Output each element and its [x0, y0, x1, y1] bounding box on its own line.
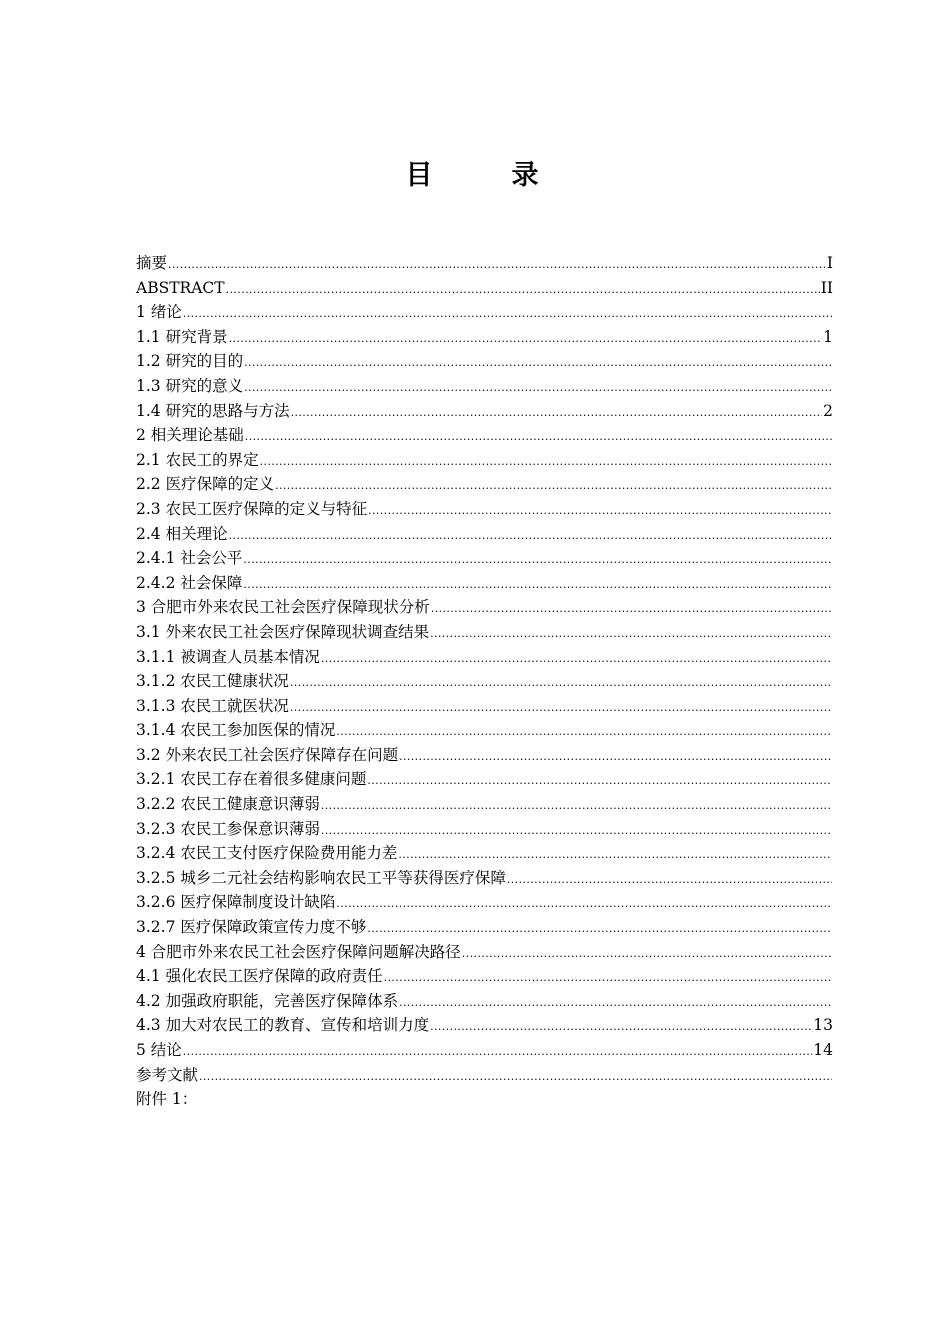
- toc-entry[interactable]: [136, 546, 833, 571]
- toc-entry[interactable]: [136, 349, 833, 374]
- toc-dot-leader: [183, 1040, 812, 1065]
- toc-entry-label: ABSTRACT: [136, 278, 225, 297]
- toc-dot-leader: [462, 942, 832, 967]
- toc-dot-leader: [321, 794, 832, 819]
- toc-entry-label: 参考文献: [136, 1065, 199, 1084]
- toc-entry-label: 3.2.4 农民工支付医疗保险费用能力差: [136, 844, 398, 863]
- toc-entry-label: 4 合肥市外来农民工社会医疗保障问题解决路径: [136, 942, 461, 961]
- toc-entry[interactable]: [136, 940, 833, 965]
- toc-entry-label: 3.2.2 农民工健康意识薄弱: [136, 795, 320, 814]
- toc-entry-label: 2.2 医疗保障的定义: [136, 475, 275, 494]
- toc-entry[interactable]: [136, 448, 833, 473]
- toc-dot-leader: [321, 819, 832, 844]
- toc-entry-page-number: II: [820, 278, 833, 297]
- toc-dot-leader: [229, 524, 832, 549]
- toc-entry[interactable]: [136, 718, 833, 743]
- toc-dot-leader: [183, 302, 832, 327]
- toc-entry[interactable]: [136, 522, 833, 547]
- toc-entry-label: 4.3 加大对农民工的教育、宣传和培训力度: [136, 1016, 430, 1035]
- toc-dot-leader: [290, 671, 832, 696]
- toc-entry[interactable]: [136, 374, 833, 399]
- toc-dot-leader: [384, 966, 832, 991]
- toc-entry[interactable]: [136, 890, 833, 915]
- toc-entry[interactable]: [136, 620, 833, 645]
- toc-entry-label: 2.3 农民工医疗保障的定义与特征: [136, 499, 368, 518]
- toc-dot-leader: [368, 499, 832, 524]
- toc-entry-label: 1 绪论: [136, 303, 182, 322]
- toc-entry-label: 5 结论: [136, 1041, 182, 1059]
- toc-entry[interactable]: [136, 915, 833, 940]
- toc-dot-leader: [430, 622, 832, 647]
- toc-entry[interactable]: [136, 841, 833, 866]
- toc-entry-label: 1.4 研究的思路与方法: [136, 401, 290, 420]
- toc-dot-leader: [245, 425, 832, 450]
- toc-dot-leader: [367, 917, 832, 942]
- toc-entry-label: 摘要: [136, 254, 168, 272]
- toc-entry[interactable]: [136, 743, 833, 768]
- toc-entry-label: 3.2.5 城乡二元社会结构影响农民工平等获得医疗保障: [136, 868, 506, 887]
- toc-entry-label: 3.1.1 被调查人员基本情况: [136, 647, 320, 666]
- toc-dot-leader: [336, 892, 832, 917]
- toc-entry-label: 1.1 研究背景: [136, 327, 228, 346]
- toc-entry[interactable]: [136, 694, 833, 719]
- toc-dot-leader: [507, 868, 832, 893]
- toc-dot-leader: [229, 327, 823, 352]
- toc-entry[interactable]: [136, 595, 833, 620]
- toc-dot-leader: [244, 376, 832, 401]
- toc-entry[interactable]: [136, 399, 833, 424]
- toc-entry[interactable]: [136, 767, 833, 792]
- toc-entry-label: 1.3 研究的意义: [136, 376, 244, 395]
- toc-entry-label: 3.2.6 医疗保障制度设计缺陷: [136, 893, 336, 912]
- toc-entry[interactable]: [136, 1013, 833, 1038]
- toc-entry-page-number: 2: [823, 401, 833, 420]
- toc-entry-label: 3.1.4 农民工参加医保的情况: [136, 721, 336, 740]
- toc-entry[interactable]: [136, 866, 833, 891]
- toc-entry[interactable]: [136, 497, 833, 522]
- toc-dot-leader: [243, 573, 832, 598]
- toc-entry[interactable]: [136, 423, 833, 448]
- toc-entry[interactable]: [136, 645, 833, 670]
- toc-entry-label: 3.1.3 农民工就医状况: [136, 696, 289, 715]
- toc-entry-label: 3.2.3 农民工参保意识薄弱: [136, 819, 320, 838]
- toc-entry-page-number: 13: [813, 1016, 833, 1035]
- toc-dot-leader: [243, 548, 832, 573]
- toc-entry-label: 2.4.2 社会保障: [136, 573, 243, 592]
- toc-dot-leader: [244, 351, 832, 376]
- toc-dot-leader: [291, 401, 823, 426]
- toc-dot-leader: [321, 647, 832, 672]
- toc-entry-label: 3.2 外来农民工社会医疗保障存在问题: [136, 745, 399, 764]
- toc-entry[interactable]: [136, 1038, 833, 1063]
- page-title: 目 录: [405, 160, 565, 191]
- toc-entry-page-number: 1: [823, 327, 833, 346]
- toc-entry-label: 3 合肥市外来农民工社会医疗保障现状分析: [136, 598, 430, 617]
- toc-entry[interactable]: [136, 964, 833, 989]
- toc-dot-leader: [399, 991, 832, 1016]
- toc-entry-label: 附件 1：: [136, 1090, 198, 1109]
- toc-entry-label: 3.2.7 医疗保障政策宣传力度不够: [136, 918, 367, 937]
- toc-entry[interactable]: [136, 300, 833, 325]
- toc-dot-leader: [290, 696, 832, 721]
- toc-dot-leader: [226, 278, 820, 303]
- toc-entry-label: 2 相关理论基础: [136, 426, 244, 445]
- toc-entry-label: 2.4 相关理论: [136, 524, 228, 543]
- toc-dot-leader: [199, 1065, 832, 1090]
- toc-entry[interactable]: [136, 669, 833, 694]
- toc-entry[interactable]: [136, 472, 833, 497]
- toc-dot-leader: [431, 597, 832, 622]
- toc-entry-label: 1.2 研究的目的: [136, 352, 244, 371]
- toc-entry[interactable]: [136, 276, 833, 301]
- toc-entry-page-number: I: [826, 254, 833, 272]
- toc-dot-leader: [336, 720, 832, 745]
- toc-entry[interactable]: [136, 325, 833, 350]
- toc-entry[interactable]: [136, 989, 833, 1014]
- toc-dot-leader: [275, 474, 832, 499]
- toc-entry[interactable]: [136, 251, 833, 276]
- toc-dot-leader: [398, 843, 832, 868]
- toc-entry-label: 3.1.2 农民工健康状况: [136, 672, 289, 691]
- toc-entry-label: 3.1 外来农民工社会医疗保障现状调查结果: [136, 622, 430, 641]
- toc-entry-label: 3.2.1 农民工存在着很多健康问题: [136, 770, 367, 789]
- toc-entry[interactable]: [136, 1087, 833, 1112]
- toc-entry-label: 2.4.1 社会公平: [136, 549, 243, 568]
- toc-entry-label: 4.2 加强政府职能，完善医疗保障体系: [136, 991, 399, 1010]
- toc-entry-label: 4.1 强化农民工医疗保障的政府责任: [136, 967, 383, 986]
- toc-entry-label: 2.1 农民工的界定: [136, 450, 259, 469]
- toc-entry-page-number: 14: [813, 1041, 833, 1059]
- toc-entry[interactable]: [136, 792, 833, 817]
- toc-entry[interactable]: [136, 817, 833, 842]
- toc-dot-leader: [430, 1015, 812, 1040]
- toc-dot-leader: [168, 253, 826, 278]
- table-of-contents: [136, 251, 833, 1112]
- toc-dot-leader: [399, 745, 832, 770]
- toc-entry[interactable]: [136, 571, 833, 596]
- toc-dot-leader: [367, 769, 832, 794]
- toc-dot-leader: [260, 450, 832, 475]
- toc-entry[interactable]: [136, 1063, 833, 1088]
